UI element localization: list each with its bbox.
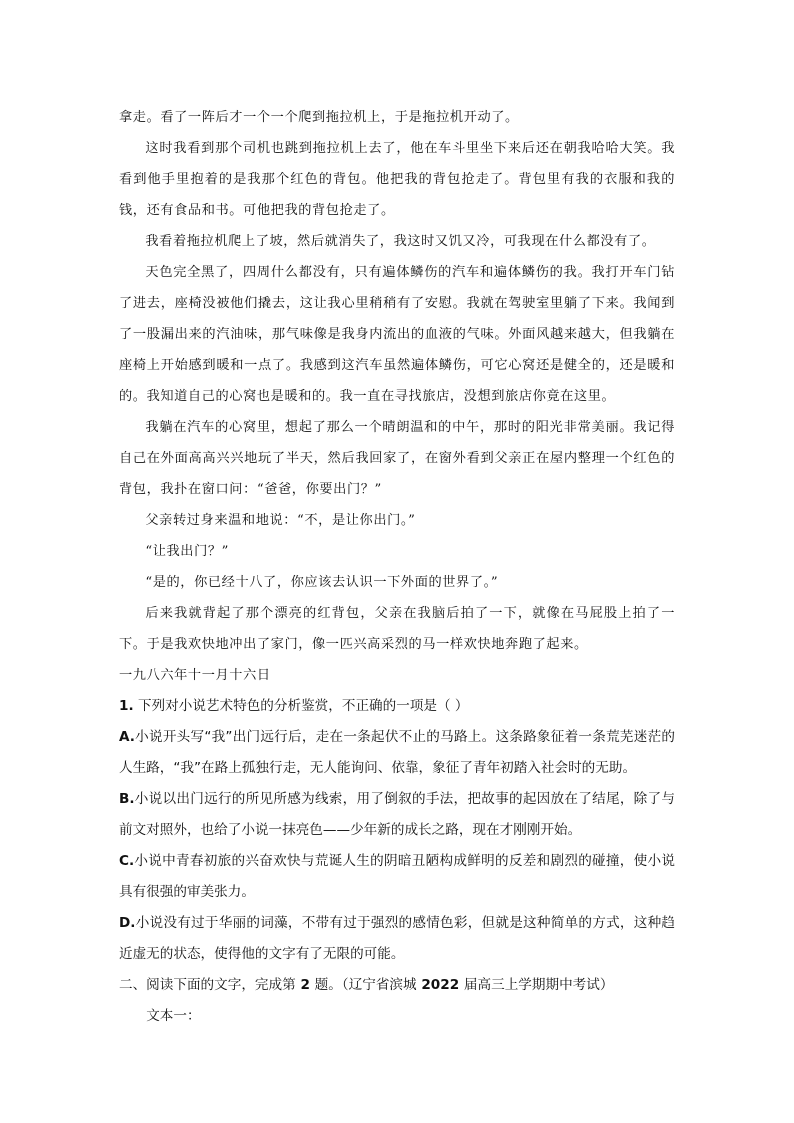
question-text: 下列对小说艺术特色的分析鉴赏，不正确的一项是（ ） — [137, 698, 469, 714]
option-a — [119, 722, 675, 784]
section-heading-middle: 题。（辽宁省滨城 — [314, 977, 417, 993]
option-letter: B. — [119, 791, 135, 807]
option-d — [119, 908, 675, 970]
option-letter: A. — [119, 729, 135, 745]
story-paragraph: “是的，你已经十八了，你应该去认识一下外面的世界了。” — [145, 575, 499, 590]
story-date: 一九八六年十一月十六日 — [119, 668, 271, 683]
story-paragraph: 我躺在汽车的心窝里，想起了那么一个晴朗温和的中午，那时的阳光非常美丽。我记得自己在外面高高兴兴地玩了半天，然后我回家了，在窗外看到父亲正在屋内整理一个红色的背包，我扑在窗口问：“爸爸，你要出门？” — [119, 420, 675, 497]
quiz-section — [119, 691, 675, 1032]
story-paragraph: 拿走。看了一阵后才一个一个爬到拖拉机上，于是拖拉机开动了。 — [119, 110, 519, 125]
story-paragraph: 这时我看到那个司机也跳到拖拉机上去了，他在车斗里坐下来后还在朝我哈哈大笑。我看到他手里抱着的是我那个红色的背包。他把我的背包抢走了。背包里有我的衣服和我的钱，还有食品和书。可他把我的背包抢走了。 — [119, 141, 675, 218]
story-paragraph: “让我出门？” — [145, 544, 230, 559]
story-paragraph: 我看着拖拉机爬上了坡，然后就消失了，我这时又饥又冷，可我现在什么都没有了。 — [145, 234, 656, 249]
story-paragraph: 父亲转过身来温和地说：“不，是让你出门。” — [145, 513, 416, 528]
option-letter: C. — [119, 853, 135, 869]
question-number: 1. — [119, 698, 134, 714]
story-paragraph: 天色完全黑了，四周什么都没有，只有遍体鳞伤的汽车和遍体鳞伤的我。我打开车门钻了进去，座椅没被他们撬去，这让我心里稍稍有了安慰。我就在驾驶室里躺了下来。我闻到了一股漏出来的汽油味，那气味像是我身内流出的血液的气味。外面风越来越大，但我躺在座椅上开始感到暖和一点了。我感到这汽车虽然遍体鳞伤，可它心窝还是健全的，还是暖和的。我知道自己的心窝也是暖和的。我一直在寻找旅店，没想到旅店你竟在这里。 — [119, 265, 675, 404]
text-one-label: 文本一： — [146, 1008, 201, 1024]
option-letter: D. — [119, 915, 136, 931]
section-heading-year: 2022 — [416, 977, 464, 993]
section-heading-suffix: 届高三上学期期中考试） — [463, 977, 614, 993]
option-b — [119, 784, 675, 846]
option-text: 小说没有过于华丽的词藻，不带有过于强烈的感情色彩，但就是这种简单的方式，这种趋近虚无的状态，使得他的文字有了无限的可能。 — [119, 915, 675, 962]
document-content — [119, 102, 675, 1032]
option-text: 小说开头写“我”出门远行后，走在一条起伏不止的马路上。这条路象征着一条荒芜迷茫的人生路，“我”在路上孤独行走，无人能询问、依靠，象征了青年初踏入社会时的无助。 — [119, 729, 675, 776]
story-paragraph: 后来我就背起了那个漂亮的红背包，父亲在我脑后拍了一下，就像在马屁股上拍了一下。于是我欢快地冲出了家门，像一匹兴高采烈的马一样欢快地奔跑了起来。 — [119, 606, 675, 652]
option-text: 小说中青春初旅的兴奋欢快与荒诞人生的阴暗丑陋构成鲜明的反差和剧烈的碰撞，使小说具有很强的审美张力。 — [119, 853, 675, 900]
question-1 — [119, 691, 675, 722]
section-heading-number: 2 — [295, 977, 315, 993]
option-text: 小说以出门远行的所见所感为线索，用了倒叙的手法，把故事的起因放在了结尾，除了与前文对照外，也给了小说一抹亮色——少年新的成长之路，现在才刚刚开始。 — [119, 791, 675, 838]
option-c — [119, 846, 675, 908]
story-excerpt — [119, 102, 675, 691]
section-heading-prefix: 二、阅读下面的文字，完成第 — [119, 977, 296, 993]
section-heading — [119, 970, 675, 1001]
